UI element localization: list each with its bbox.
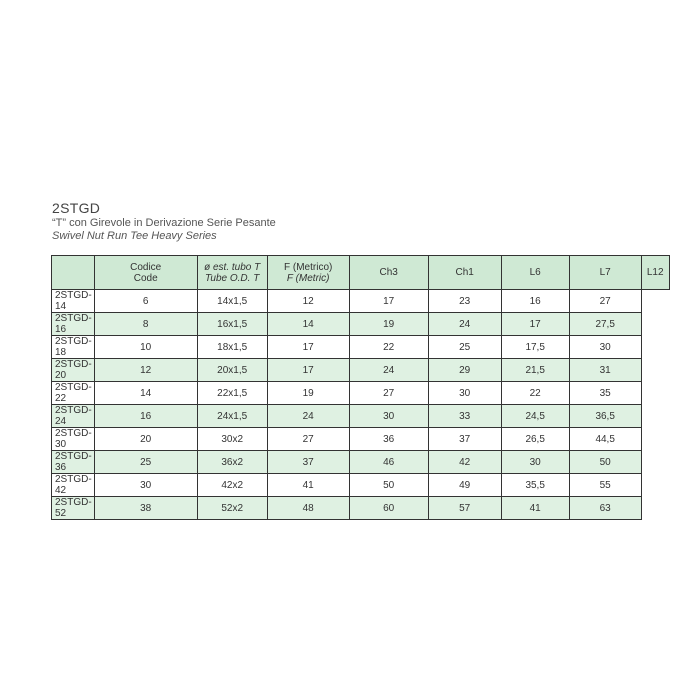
col-header-code [94, 256, 197, 290]
cell-ch1: 36 [349, 428, 428, 451]
cell-code: 2STGD-18 [52, 336, 95, 359]
table-row [52, 497, 670, 520]
cell-code: 2STGD-22 [52, 382, 95, 405]
cell-l6: 42 [428, 451, 501, 474]
cell-code: 2STGD-14 [52, 290, 95, 313]
cell-thread: 14x1,5 [197, 290, 267, 313]
cell-l7: 16 [501, 290, 569, 313]
col-header-l7: L7 [569, 256, 641, 290]
cell-ch1: 17 [349, 290, 428, 313]
cell-l12: 35 [569, 382, 641, 405]
cell-ch3: 12 [267, 290, 349, 313]
cell-l7: 24,5 [501, 405, 569, 428]
cell-l6: 29 [428, 359, 501, 382]
cell-l12: 31 [569, 359, 641, 382]
cell-l7: 41 [501, 497, 569, 520]
cell-thread: 24x1,5 [197, 405, 267, 428]
header-label: ø est. tubo T [204, 261, 261, 273]
cell-tube-od: 6 [94, 290, 197, 313]
cell-l6: 33 [428, 405, 501, 428]
cell-l7: 35,5 [501, 474, 569, 497]
table-row [52, 336, 670, 359]
cell-l7: 30 [501, 451, 569, 474]
cell-thread: 52x2 [197, 497, 267, 520]
cell-ch3: 48 [267, 497, 349, 520]
cell-tube-od: 12 [94, 359, 197, 382]
cell-l12: 30 [569, 336, 641, 359]
cell-code: 2STGD-24 [52, 405, 95, 428]
header [52, 199, 276, 243]
cell-l7: 17,5 [501, 336, 569, 359]
cell-ch3: 17 [267, 359, 349, 382]
col-header-thread [267, 256, 349, 290]
cell-ch3: 37 [267, 451, 349, 474]
cell-code: 2STGD-52 [52, 497, 95, 520]
cell-ch1: 24 [349, 359, 428, 382]
cell-ch3: 14 [267, 313, 349, 336]
cell-tube-od: 38 [94, 497, 197, 520]
product-code-title: 2STGD [52, 200, 101, 216]
table-row [52, 290, 670, 313]
cell-l7: 21,5 [501, 359, 569, 382]
cell-l6: 57 [428, 497, 501, 520]
table-header-row [52, 256, 670, 290]
header-label: F (Metric) [286, 272, 330, 284]
table-row [52, 451, 670, 474]
header-label: Codice [130, 261, 162, 273]
table-row [52, 405, 670, 428]
header-label: F (Metrico) [284, 261, 333, 273]
cell-l6: 24 [428, 313, 501, 336]
cell-ch3: 41 [267, 474, 349, 497]
col-header-l12: L12 [641, 256, 669, 290]
cell-tube-od: 14 [94, 382, 197, 405]
table-row [52, 474, 670, 497]
cell-tube-od: 16 [94, 405, 197, 428]
cell-ch1: 60 [349, 497, 428, 520]
cell-ch3: 19 [267, 382, 349, 405]
col-header-ch3: Ch3 [349, 256, 428, 290]
cell-thread: 36x2 [197, 451, 267, 474]
cell-thread: 22x1,5 [197, 382, 267, 405]
cell-ch1: 46 [349, 451, 428, 474]
cell-tube-od: 20 [94, 428, 197, 451]
cell-l7: 17 [501, 313, 569, 336]
specs-table [51, 255, 670, 520]
table-row [52, 313, 670, 336]
col-header-tube-od [197, 256, 267, 290]
col-header-l6: L6 [501, 256, 569, 290]
cell-l12: 55 [569, 474, 641, 497]
cell-tube-od: 30 [94, 474, 197, 497]
cell-l12: 50 [569, 451, 641, 474]
cell-thread: 18x1,5 [197, 336, 267, 359]
cell-tube-od: 25 [94, 451, 197, 474]
table-row [52, 382, 670, 405]
cell-tube-od: 10 [94, 336, 197, 359]
cell-l12: 44,5 [569, 428, 641, 451]
cell-code: 2STGD-30 [52, 428, 95, 451]
cell-ch3: 27 [267, 428, 349, 451]
cell-ch1: 30 [349, 405, 428, 428]
cell-ch3: 24 [267, 405, 349, 428]
cell-code: 2STGD-42 [52, 474, 95, 497]
cell-code: 2STGD-20 [52, 359, 95, 382]
cell-l6: 25 [428, 336, 501, 359]
cell-code: 2STGD-36 [52, 451, 95, 474]
cell-l6: 49 [428, 474, 501, 497]
cell-l12: 27,5 [569, 313, 641, 336]
side-band [52, 256, 95, 290]
cell-ch1: 50 [349, 474, 428, 497]
cell-l6: 23 [428, 290, 501, 313]
cell-thread: 42x2 [197, 474, 267, 497]
cell-code: 2STGD-16 [52, 313, 95, 336]
header-label: Code [133, 272, 158, 284]
table-row [52, 428, 670, 451]
table-row [52, 359, 670, 382]
cell-l12: 63 [569, 497, 641, 520]
subtitle-italian: “T” con Girevole in Derivazione Serie Pesante [52, 217, 276, 229]
cell-thread: 30x2 [197, 428, 267, 451]
cell-thread: 16x1,5 [197, 313, 267, 336]
cell-l7: 22 [501, 382, 569, 405]
col-header-ch1: Ch1 [428, 256, 501, 290]
cell-l6: 37 [428, 428, 501, 451]
subtitle-english: Swivel Nut Run Tee Heavy Series [52, 230, 217, 242]
cell-ch1: 19 [349, 313, 428, 336]
cell-l6: 30 [428, 382, 501, 405]
cell-ch1: 22 [349, 336, 428, 359]
cell-tube-od: 8 [94, 313, 197, 336]
cell-l12: 36,5 [569, 405, 641, 428]
cell-l12: 27 [569, 290, 641, 313]
cell-l7: 26,5 [501, 428, 569, 451]
cell-ch1: 27 [349, 382, 428, 405]
cell-ch3: 17 [267, 336, 349, 359]
header-label: Tube O.D. T [205, 272, 260, 284]
cell-thread: 20x1,5 [197, 359, 267, 382]
